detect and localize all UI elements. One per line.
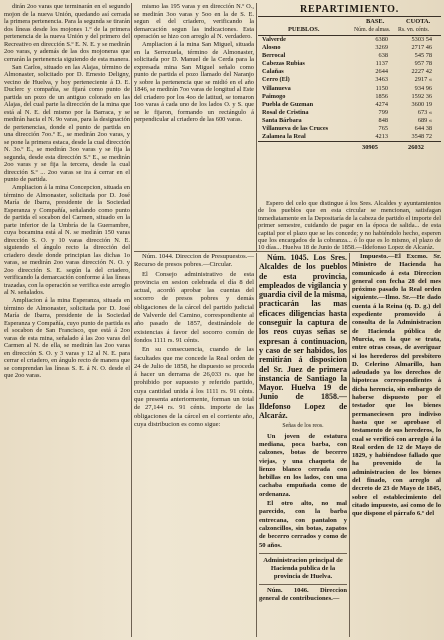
pueblo-name: Villanueva de las Cruces <box>262 125 329 133</box>
notice-1045: Núm. 1045. Los Sres. Alcaldes de los pueblos de esta provincia, empleados de vigilancia y guardia civil de la misma, practicarán las mas eficaces diligencias hasta conseguir la captura de los reos cuyas señas se expresan á continuacion, y caso de ser habidos, los remitirán á disposicion del Sr. Juez de primera instancia de Santiago la Mayor. Huelva 19 de Junio de 1858.—Ildefonso Lopez de Alcaráz. <box>259 253 347 421</box>
num-almas: 3269 <box>375 44 388 52</box>
column-center-right <box>259 253 347 637</box>
pueblo-name: Villanueva <box>262 84 291 92</box>
num-almas: 6380 <box>375 36 388 43</box>
cuota: 673 « <box>417 108 432 116</box>
column-middle <box>134 3 254 227</box>
table-row <box>258 125 441 133</box>
table-row <box>258 44 441 52</box>
table-row <box>258 109 441 117</box>
cuota: 2227 42 <box>411 68 432 76</box>
column-middle-lower <box>134 253 254 637</box>
table-row <box>258 68 441 76</box>
text-paragraph: San Carlos, situado en las Alajas, término de Almonaster, solicitado por D. Ernesto Deligny, vecino de Huelva, y hoy perteneciente á D. E. Duclerc y compañía, se fijará como punto de partida un pozo de un antiguo colorado en las Alajas, del cual parte la dirección de la mina que está al N. E. del mismo por la Barraca, y se medirán hacia el N. 9o varas, para la designación de pertenencias, donde el punto de partida en una dirección 7oo.º E., se medirán 2oo varas, y se pone la primera estaca, desde la cual dirección N. 3o.º E., se medirán 3oo varas y se fija la segunda, desde esta dirección S.º E., se medirán 2oo varas y se fija la tercera, desde la cual dirección S.º ... 2oo varas se ira á cerrar en el punto de partida. <box>4 63 130 183</box>
table-row <box>258 85 441 93</box>
text-paragraph: Núm. 1044. Direccion de Presupuestos.—Recurso de presos pobres.—Circular. <box>134 253 254 269</box>
cuota: 545 78 <box>414 52 432 60</box>
column-divider <box>256 3 257 251</box>
table-row <box>258 52 441 60</box>
cuota: 957 78 <box>414 60 432 68</box>
pueblo-name: Paimogo <box>262 92 286 100</box>
admin-title: Administracion principal de Hacienda publica de la provincia de Huelva. <box>263 556 343 581</box>
num-almas: 638 <box>378 52 388 60</box>
header-pueblos: PUEBLOS. <box>288 26 320 33</box>
text-paragraph: Ampliacion á la mina Esperanza, situada en término de Almonaster, solicitada por D. José María de Ibarra, presidente de la Sociedad Esperanza y Compañía, cuyo punto de partida es el socabon de San Francisco, que está á 2oo varas de esta mina, señalado á las 2oo varas del Carmen al N. de ella, se medirán las 2oo varas en dirección S. O. y 3 varas y 12 al N. E. para cerrar el criadero, en ángulo recto de manera que se comprendan las líneas S. E. á N. O. desde el que 2oo varas. <box>4 297 130 379</box>
text-paragraph: El Consejo administrativo de esta provincia en sesion celebrada el día 8 del actual, acordó aprobar las cuentas del socorro de presos pobres y demás obligaciones de la cárcel del partido judicial de Valverde del Camino, correspondiente al año pasado de 1857, destinándole de existencias á favor del socorro común de fondos 1111 rs. 91 cénts. <box>134 270 254 344</box>
repartimiento-table <box>258 3 441 199</box>
table-row <box>258 36 441 44</box>
total-cuota: 26032 <box>408 144 424 152</box>
num-almas: 799 <box>378 108 388 116</box>
divider <box>259 553 347 554</box>
section-divider <box>134 251 441 252</box>
pueblo-name: Cerro (El) <box>262 76 290 84</box>
table-row <box>258 133 441 141</box>
table-row <box>258 76 441 84</box>
cuota: 1592 36 <box>411 92 432 100</box>
num-almas: 848 <box>378 116 388 124</box>
total-almas: 30905 <box>362 144 378 152</box>
text-paragraph: En su consecuencia, cuando de las facultades que me concede la Real orden de 24 de Julio de 1858, he dispuesto se proceda á hacer un derrama de 26,033 rs. que he prohibido por supuesto y referido partido, cuya cantidad unida á los 1111 rs. 91 cénts. que presenta anteriormente, forman un total de 27,144 rs. 91 cénts. importe de las obligaciones de la cárcel en el corriente año, cuya distribucion es como sigue: <box>134 346 254 428</box>
pueblo-name: Berrocal <box>262 52 286 60</box>
table-row <box>258 101 441 109</box>
text-paragraph: Espero del celo que distingue á los Sres. Alcaldes y ayuntamientos de los pueblos que en esta circular se mencionan, satisfagan inmediatamente en la Depositaría de la cabeza de partido el importe del primer semestre, cuidando de pagar en la época de salida... de esta capital por el plazo que se les concede; y no habiéndolo hecho, esperen que los encargados de la cobranza... ó lo que es lo mismo, el plazo de 10 días... Huelva 18 de Junio de 1858.—Ildefonso Lopez de Alcaráz. <box>258 200 441 250</box>
num-almas: 4213 <box>375 133 388 141</box>
text-paragraph: Ampliacion á la mina Concepcion, situada en término de Almonaster, solicitada por D. José María de Ibarra, presidente de la Sociedad Esperanza y Compañía, señalando como punto de partida el socabon del Carmen, situado en la parte inferior de la Umbría de la Guerrambre, cuya bocamina está al N. se medirán 150 varas dirección S. O. y 10 varas dirección N. E. siguiendo el ángulo recto la dirección del criadero desde donde principian las dichas 1o varas, se medirán 2oo varas dirección N. O. y 2oo dirección S. E. según la del criadero, verificando la demarcación conforme á las líneas trazadas, con la operación se verifica este arreglo al N. señalados. <box>4 184 130 296</box>
cuota: 689 « <box>417 116 432 124</box>
num-almas: 2644 <box>375 68 388 76</box>
cuota: 2917 « <box>414 76 432 84</box>
num-almas: 4274 <box>375 100 388 108</box>
cuota: 644 38 <box>414 125 432 133</box>
column-left <box>4 3 130 637</box>
cuota: 934 96 <box>414 84 432 92</box>
pueblo-name: Cabezas Rubias <box>262 60 305 68</box>
column-divider <box>131 3 132 637</box>
pueblo-name: Alosno <box>262 44 281 52</box>
column-divider <box>349 253 350 637</box>
header-cuota: CUOTA. <box>406 18 431 25</box>
pueblo-name: Rosal de Cristina <box>262 108 309 116</box>
pueblo-name: Puebla de Guzman <box>262 100 314 108</box>
divider <box>259 584 347 585</box>
column-divider <box>256 253 257 637</box>
table-row <box>258 117 441 125</box>
text-paragraph: dirán 2oo varas que terminarán en el segundo mojon de la nueva Unión, quedando así cerrada la primera pertenencia. Para la segunda se tirarán dos líneas desde los mojones 1.º de la primera pertenencia de la nueva Unión y del primero del Recreativo en dirección S.º E. N. E. y se medirán 2oo varas, y además de las dos mojoneras que cerrarán la pertenencia siguiendo de esta manera. <box>4 3 130 63</box>
table-body <box>258 36 441 141</box>
num-almas: 3463 <box>375 76 388 84</box>
num-almas: 1137 <box>375 60 388 68</box>
senas-title: Señas de los reos. <box>282 423 324 430</box>
table-title: REPARTIMIENTO. <box>299 4 400 15</box>
text-paragraph: Impuesto.—El Excmo. Sr. Ministro de Hacienda ha comunicado á esta Direccion general con fecha 28 del mes próximo pasado la Real orden siguiente.—Ilmo. Sr.—He dado cuenta á la Reina (q. D. g.) del expediente promovido á consulta de la Administracion de Hacienda pública de Murcia, en la que se trata, entre otras cosas, de averiguar si los herederos del presbítero D. Celerino Almarillo, han adeudado ya los derechos de hipotecas correspondientes á dicha herencia, sin embargo de haberse dispuesto por el testador que los bienes permaneciesen pro indiviso hasta que se aprobase el testamento de sus herederos, lo cual se verificó con arreglo á la Real orden de 12 de Mayo de 1829, y habiéndose fallado que ha provenido de la administracion de los bienes del finado, con arreglo al decreto de 23 de Mayo de 1845, sobre el establecimiento del citado impuesto, así como de lo que dispone el párrafo 6.º del <box>352 253 441 518</box>
pueblo-name: Valverde <box>262 36 286 43</box>
pueblo-name: Calañas <box>262 68 284 76</box>
header-num-almas: Núm. de almas. <box>354 27 391 33</box>
text-paragraph: mismo las 195 varas y en dirección N.º O., se medirán 3oo varas y 5oo en la de S. E. segun el del criadero, verificando la demarcación segun las indicaciones. Esta operación se hizo con arreglo al N. verdadero. <box>134 3 254 40</box>
num-almas: 1150 <box>375 84 388 92</box>
repartimiento-note <box>258 200 441 250</box>
pueblo-name: Zalamea la Real <box>262 133 306 141</box>
table-total-row <box>258 141 441 153</box>
senas-text: Un joven de estatura mediana, poca barba, con calzones, botas de becerro viejas, y una chaqueta de lienzo blanco cerrada con hebillas en los lados, con una cachaba empuñada como de ordenanza. <box>259 432 347 498</box>
cuota: 3600 19 <box>411 100 432 108</box>
table-row <box>258 93 441 101</box>
num-almas: 765 <box>378 125 388 133</box>
cuota: 2717 46 <box>411 44 432 52</box>
num-almas: 1856 <box>375 92 388 100</box>
notice-1046: Núm. 1046. Direccion general de contribuciones.— <box>259 586 347 602</box>
pueblo-name: Santa Bárbara <box>262 116 302 124</box>
table-row <box>258 60 441 68</box>
cuota: 5303 54 <box>411 36 432 43</box>
column-right <box>352 253 441 637</box>
header-base: BASE. <box>366 18 385 25</box>
header-rs: Rs. vn. cénts. <box>398 27 430 33</box>
cuota: 3548 72 <box>411 133 432 141</box>
senas-text: El otro alto, no mal parecido, con la barba entrecana, con pantalon y calzoncillos, sin botas, zapatos de becerro cerrados y como de 50 años. <box>259 500 347 549</box>
table-header <box>258 16 441 36</box>
text-paragraph: Ampliacion á la mina San Miguel, situada en la Serrezuela, término de Almonaster, solicitada por D. Manuel de la Cerda para la expresada mina San Miguel señalo como punto de partida el pozo llamado del Naranjo y sobre la pertenencia que se midió en el año 1846, se medirán 7oo varas de longitud al Este del criadero por los 4oo de latitud, se tomaron 1oo varas á cada uno de los lados O. y S. que se le fijaron, formando un rectángulo á perpendicular al criadero de las 600 varas. <box>134 41 254 123</box>
